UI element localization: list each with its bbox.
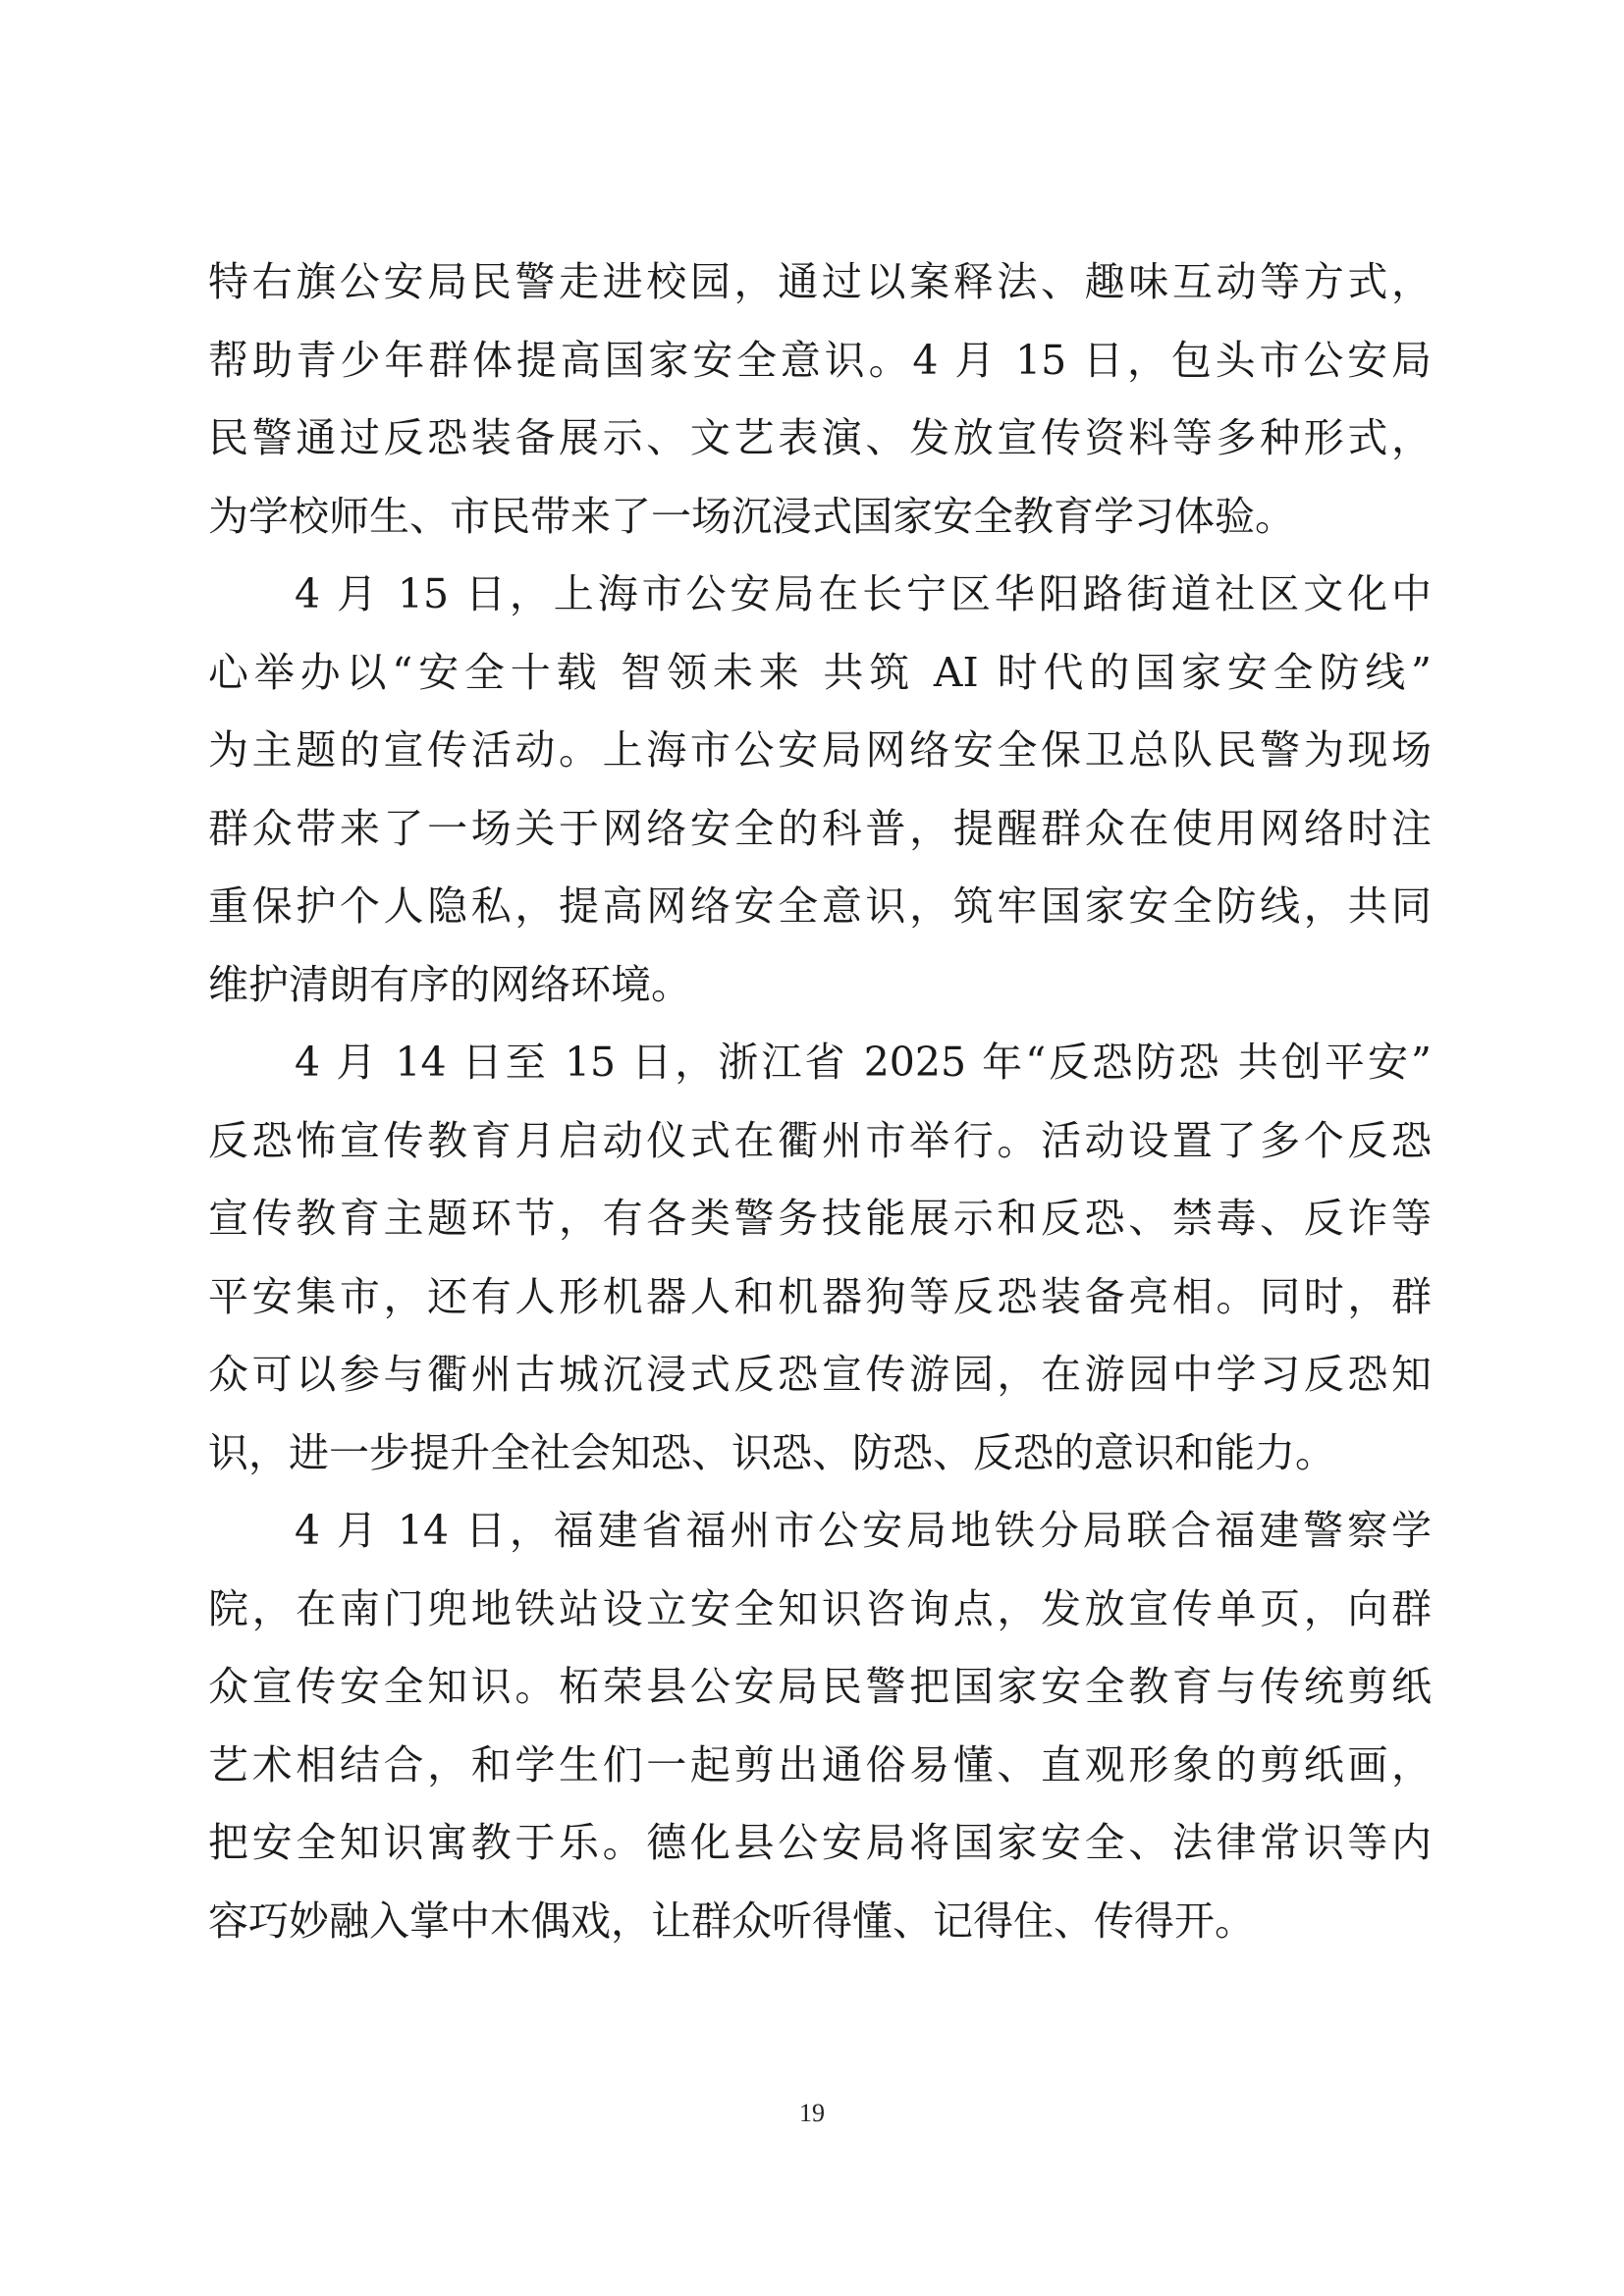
paragraph-1 — [208, 243, 1432, 556]
paragraph-line: 特右旗公安局民警走进校园，通过以案释法、趣味互动等方式， — [208, 258, 1432, 305]
paragraph-line: 容巧妙融入掌中木偶戏，让群众听得懂、记得住、传得开。 — [208, 1896, 1255, 1945]
paragraph-3 — [208, 1024, 1432, 1492]
paragraph-line: 重保护个人隐私，提高网络安全意识，筑牢国家安全防线，共同 — [208, 882, 1432, 930]
paragraph-line: 4 月 14 日，福建省福州市公安局地铁分局联合福建警察学 — [295, 1507, 1432, 1554]
paragraph-line: 为学校师生、市民带来了一场沉浸式国家安全教育学习体验。 — [208, 492, 1295, 540]
paragraph-line: 宣传教育主题环节，有各类警务技能展示和反恐、禁毒、反诈等 — [208, 1195, 1432, 1242]
paragraph-line: 心举办以“安全十载 智领未来 共筑 AI 时代的国家安全防线” — [208, 648, 1432, 696]
paragraph-line: 反恐怖宣传教育月启动仪式在衢州市举行。活动设置了多个反恐 — [208, 1116, 1432, 1164]
paragraph-line: 维护清朗有序的网络环境。 — [208, 960, 691, 1008]
paragraph-line: 帮助青少年群体提高国家安全意识。4 月 15 日，包头市公安局 — [208, 336, 1432, 384]
paragraph-line: 4 月 15 日，上海市公安局在长宁区华阳路街道社区文化中 — [295, 570, 1432, 617]
body-text — [208, 243, 1432, 1960]
page-number: 19 — [799, 2099, 825, 2127]
paragraph-line: 平安集市，还有人形机器人和机器狗等反恐装备亮相。同时，群 — [208, 1272, 1432, 1320]
paragraph-line: 群众带来了一场关于网络安全的科普，提醒群众在使用网络时注 — [208, 804, 1432, 852]
paragraph-4 — [208, 1492, 1432, 1960]
paragraph-line: 为主题的宣传活动。上海市公安局网络安全保卫总队民警为现场 — [208, 726, 1432, 774]
paragraph-line: 众宣传安全知识。柘荣县公安局民警把国家安全教育与传统剪纸 — [208, 1663, 1432, 1710]
paragraph-line: 艺术相结合，和学生们一起剪出通俗易懂、直观形象的剪纸画， — [208, 1740, 1432, 1789]
paragraph-line: 4 月 14 日至 15 日，浙江省 2025 年“反恐防恐 共创平安” — [295, 1039, 1432, 1086]
paragraph-line: 众可以参与衢州古城沉浸式反恐宣传游园，在游园中学习反恐知 — [208, 1351, 1432, 1398]
paragraph-2 — [208, 556, 1432, 1024]
paragraph-line: 民警通过反恐装备展示、文艺表演、发放宣传资料等多种形式， — [208, 414, 1432, 461]
paragraph-line: 把安全知识寓教于乐。德化县公安局将国家安全、法律常识等内 — [208, 1819, 1432, 1866]
paragraph-line: 识，进一步提升全社会知恐、识恐、防恐、反恐的意识和能力。 — [208, 1428, 1335, 1476]
paragraph-line: 院，在南门兜地铁站设立安全知识咨询点，发放宣传单页，向群 — [208, 1584, 1432, 1632]
